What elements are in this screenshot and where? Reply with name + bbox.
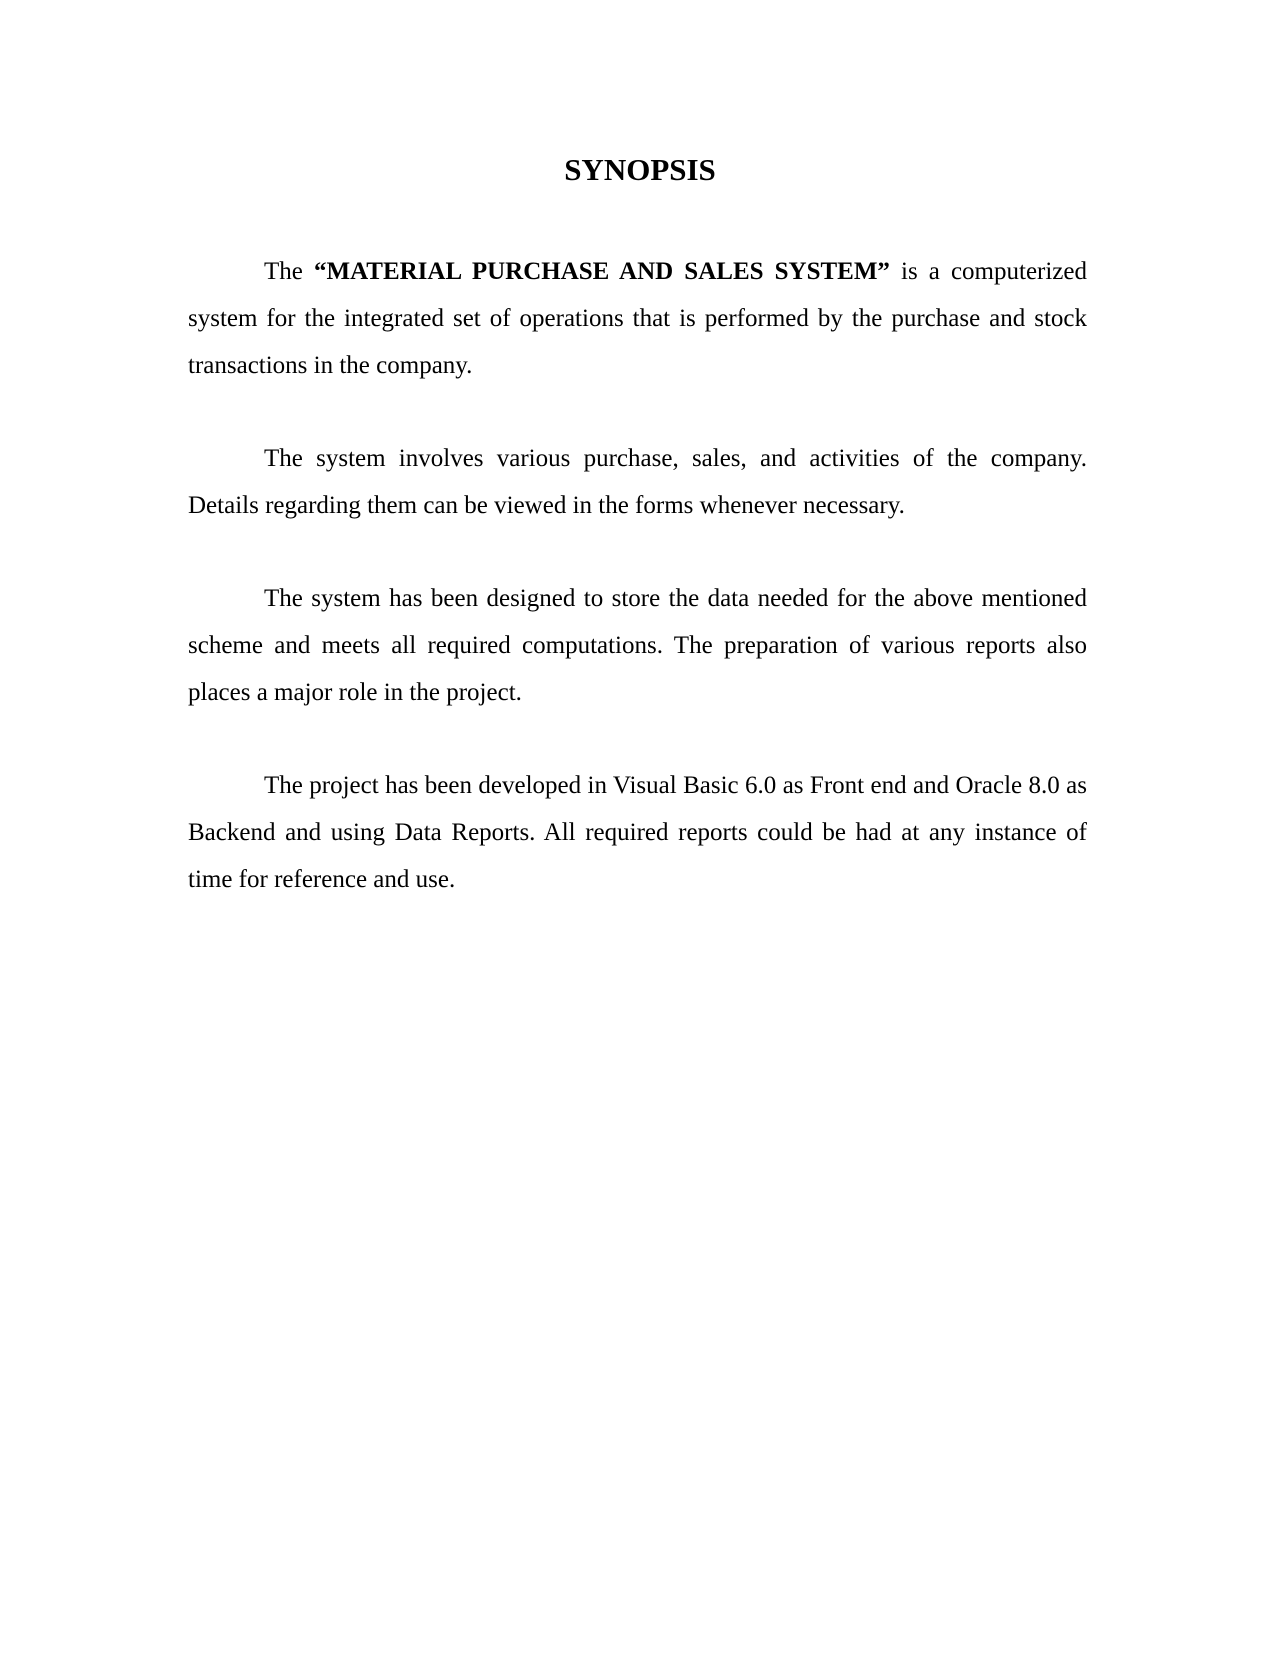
paragraph-2: The system involves various purchase, sales, and activities of the company. Details regarding them can be viewed in the forms whenever necessary. — [188, 445, 1087, 519]
paragraph-3: The system has been designed to store the data needed for the above mentioned scheme and meets all required computations. The preparation of various reports also places a major role in the project. — [188, 585, 1087, 706]
synopsis-body — [188, 248, 1087, 949]
system-name: “MATERIAL PURCHASE AND SALES SYSTEM” — [313, 258, 890, 285]
page-title: SYNOPSIS — [564, 152, 716, 187]
paragraph-1 — [188, 248, 1087, 389]
paragraph-1-text: is a computerized system for the integrated set of operations that is performed by the purchase and stock transactions in the company. — [188, 258, 1088, 379]
paragraph-4: The project has been developed in Visual Basic 6.0 as Front end and Oracle 8.0 as Backend and using Data Reports. All required reports could be had at any instance of time for reference and use. — [188, 772, 1087, 893]
paragraph-1-prefix: The — [264, 258, 314, 285]
